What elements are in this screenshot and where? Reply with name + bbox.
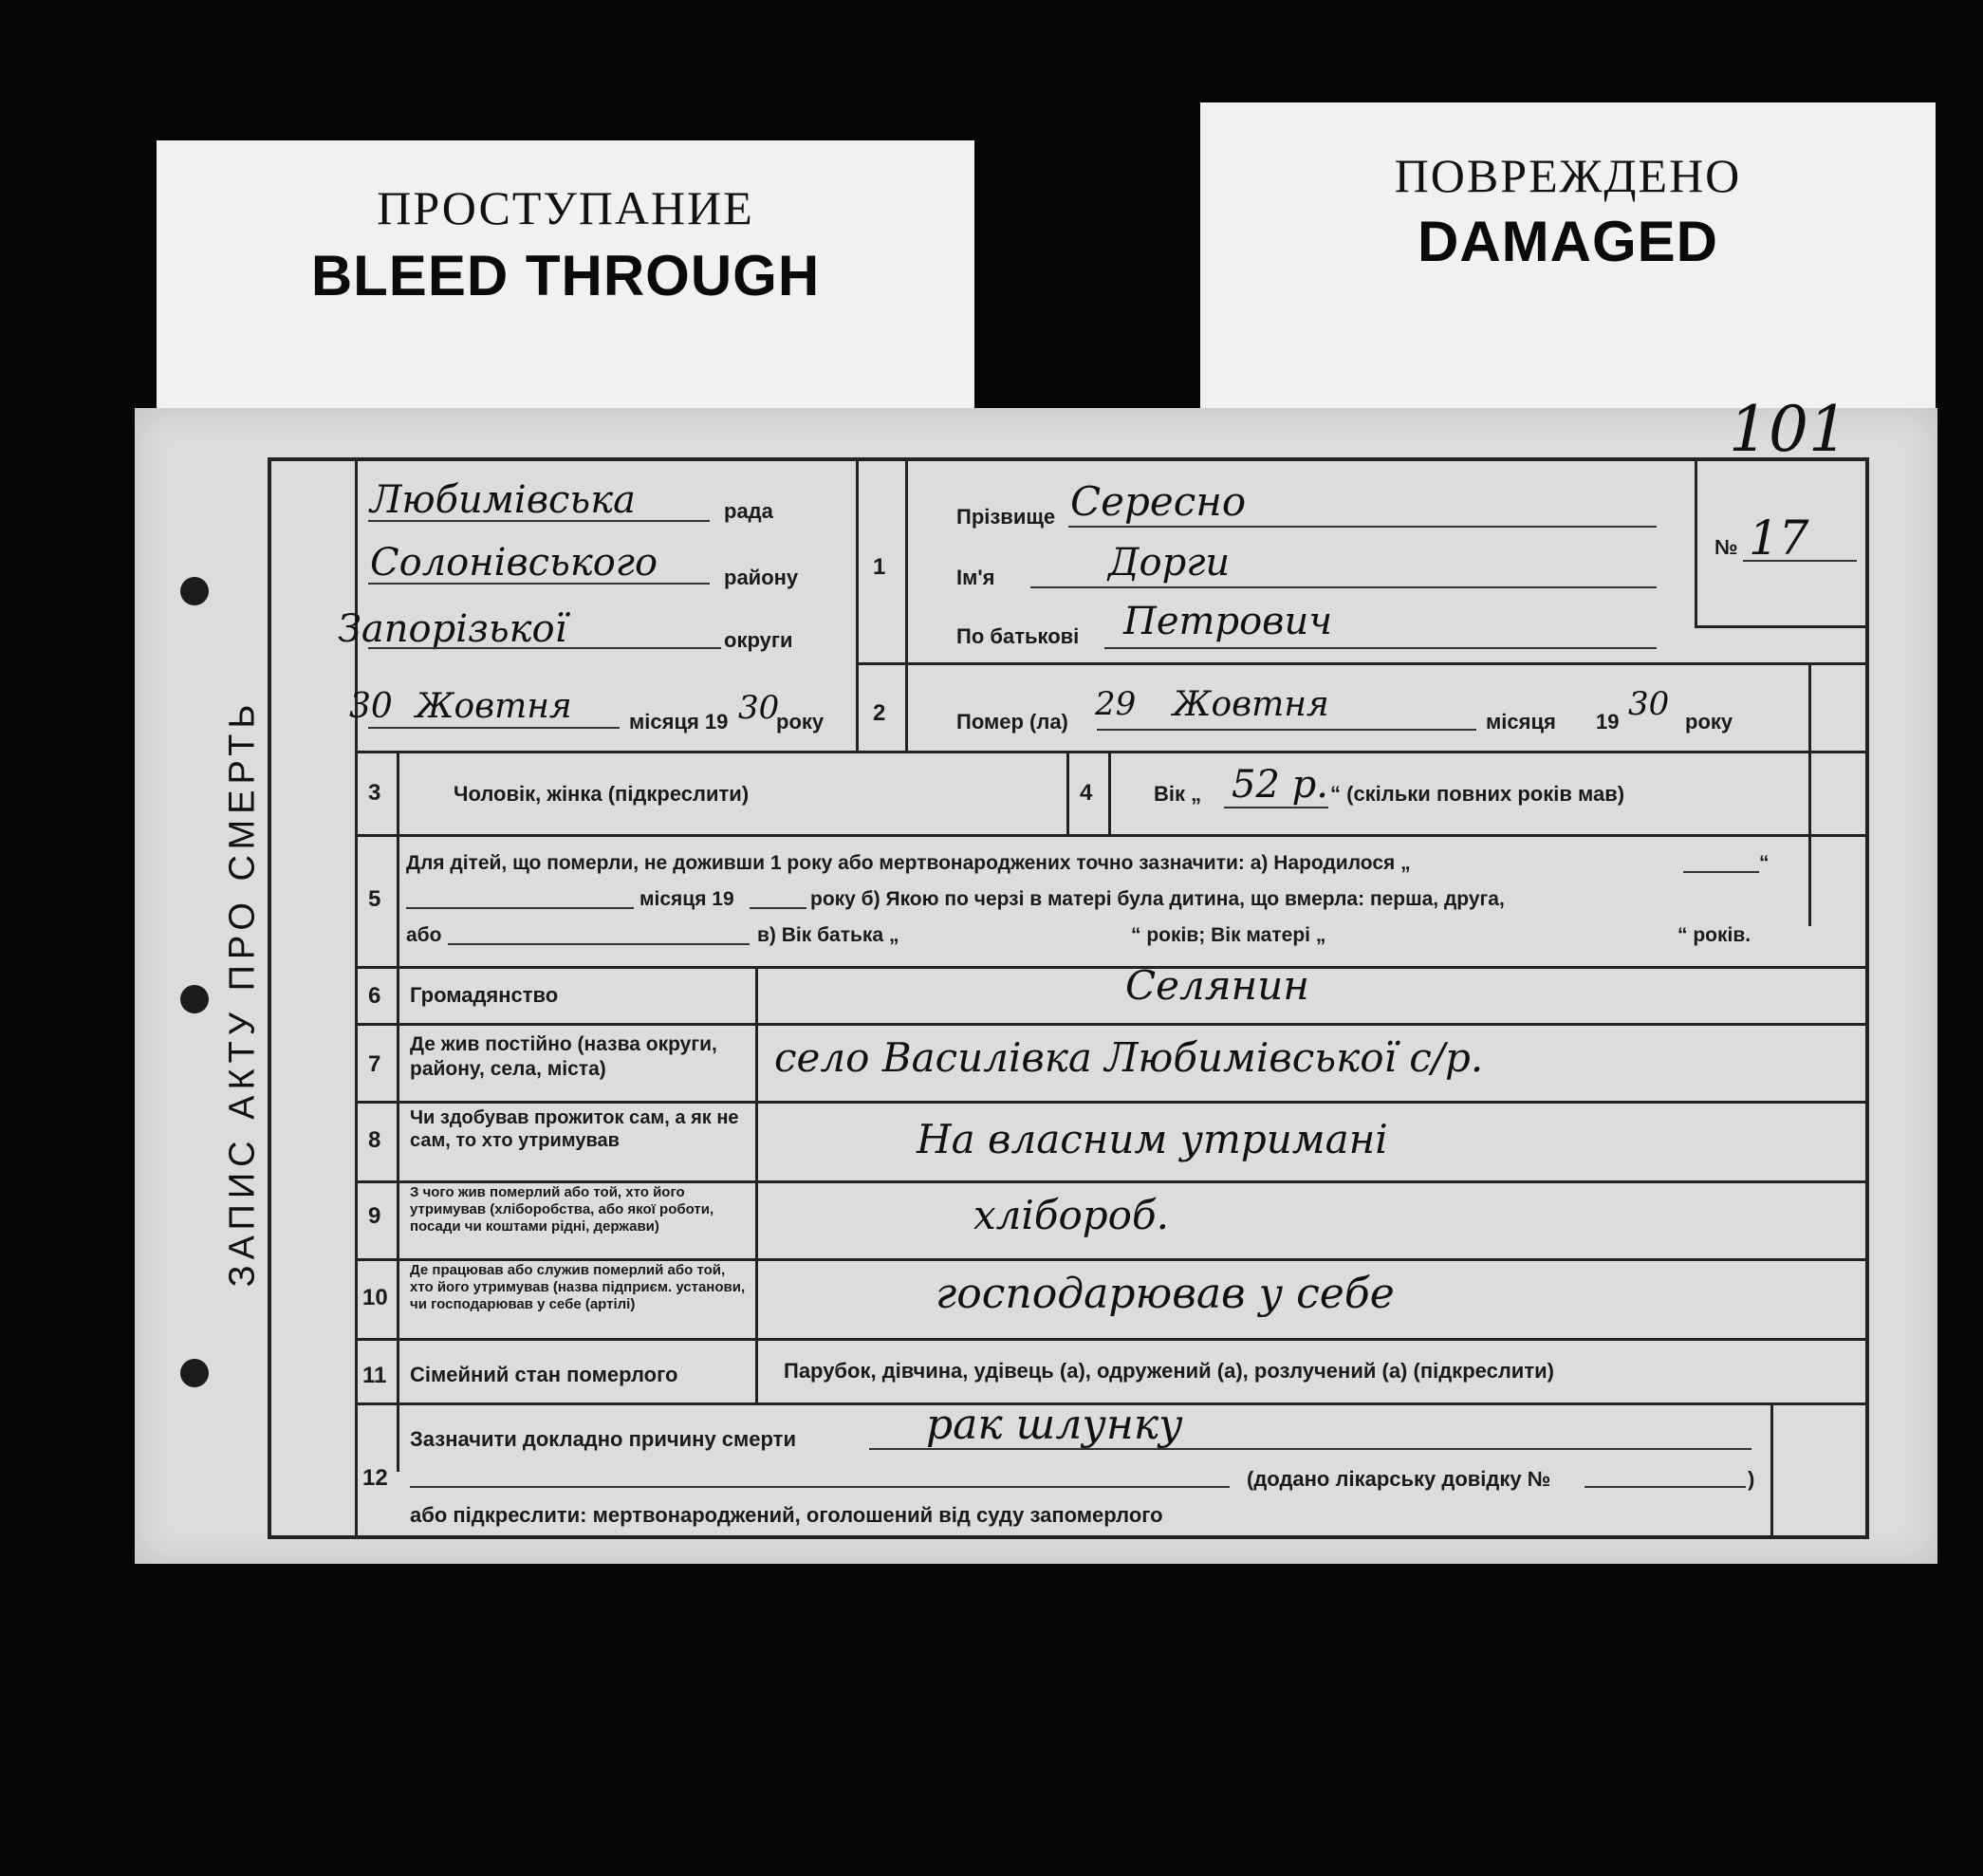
- name-label: Ім'я: [956, 566, 995, 589]
- record-date-month-label: місяця 19: [629, 710, 729, 734]
- surname-value: Сересно: [1070, 478, 1247, 525]
- surname-label: Прізвище: [956, 505, 1056, 529]
- died-month: Жовтня: [1173, 685, 1329, 724]
- age-value: 52 р.: [1232, 763, 1328, 807]
- damaged-label: [1200, 102, 1936, 408]
- okruha-label: округи: [724, 628, 793, 652]
- row-5-line-1-end: “: [1759, 852, 1770, 874]
- form-side-title: ЗАПИС АКТУ ПРО СМЕРТЬ: [222, 698, 263, 1287]
- header-block: [338, 461, 825, 751]
- row-5-line-3a: або: [406, 924, 442, 946]
- row-4-number: 4: [1080, 780, 1093, 806]
- citizenship-label: Громадянство: [410, 983, 559, 1007]
- corner-number: 101: [1729, 393, 1848, 466]
- died-year-prefix: 19: [1596, 710, 1620, 734]
- bleed-through-ru: ПРОСТУПАНИЕ: [377, 181, 754, 234]
- marital-status-label: Сімейний стан померлого: [410, 1363, 678, 1386]
- record-number-label: №: [1714, 535, 1738, 559]
- row-3-number: 3: [368, 780, 381, 806]
- row-12-number: 12: [362, 1465, 388, 1491]
- row-5-line-2b: року б) Якою по черзі в матері була дитина, що вмерла: перша, друга,: [810, 888, 1505, 910]
- bleed-through-en: BLEED THROUGH: [310, 244, 821, 307]
- row-11-number: 11: [362, 1363, 387, 1388]
- record-date-month: Жовтня: [416, 687, 572, 726]
- rada-value: Любимівська: [370, 478, 636, 522]
- row-5-line-3c: “ років; Вік матері „: [1131, 924, 1326, 946]
- workplace-value: господарював у себе: [936, 1270, 1395, 1318]
- raion-value: Солонівського: [370, 541, 658, 585]
- row-1-number: 1: [873, 554, 886, 580]
- form-frame: [222, 457, 1869, 1539]
- record-number-box: [1695, 461, 1865, 628]
- row-5-number: 5: [368, 886, 381, 912]
- row-2-number: 2: [873, 700, 886, 726]
- died-year-value: 30: [1628, 685, 1670, 723]
- cause-of-death-value: рак шлунку: [926, 1401, 1183, 1449]
- workplace-label: Де працював або служив померлий або той, хто його утримував (назва підприєм. установи, чи господарював у себе (артілі): [410, 1262, 746, 1312]
- residence-value: село Василівка Любимівської с/р.: [774, 1034, 1484, 1081]
- age-suffix: “ (скільки повних років мав): [1330, 782, 1625, 806]
- okruha-value: Запорізької: [338, 607, 567, 651]
- damaged-ru: ПОВРЕЖДЕНО: [1394, 149, 1742, 202]
- bleed-through-label: [157, 140, 974, 416]
- raion-label: району: [724, 566, 799, 589]
- row-3-text: Чоловік, жінка (підкреслити): [454, 782, 750, 806]
- row-9-number: 9: [368, 1203, 381, 1229]
- patronymic-value: Петрович: [1123, 600, 1333, 643]
- age-label: Вік „: [1154, 782, 1202, 806]
- row-5-line-3d: “ років.: [1677, 924, 1751, 946]
- livelihood-value: На власним утримані: [917, 1116, 1388, 1162]
- record-date-year: 30: [738, 689, 780, 727]
- died-day: 29: [1095, 685, 1137, 723]
- row-6-number: 6: [368, 983, 381, 1009]
- marital-status-options: Парубок, дівчина, удівець (а), одружений (а), розлучений (а) (підкреслити): [784, 1359, 1554, 1383]
- died-year-label: року: [1685, 710, 1733, 734]
- citizenship-value: Селянин: [1125, 962, 1309, 1009]
- row-5-line-1: Для дітей, що померли, не доживши 1 року або мертвонароджених точно зазначити: а) Народилося „: [406, 852, 1411, 874]
- died-label: Помер (ла): [956, 710, 1068, 734]
- patronymic-label: По батькові: [956, 624, 1080, 648]
- row-8-number: 8: [368, 1127, 381, 1153]
- name-value: Дорги: [1108, 541, 1231, 585]
- occupation-value: хлібороб.: [973, 1192, 1169, 1238]
- died-month-label: місяця: [1486, 710, 1556, 734]
- row-7-number: 7: [368, 1051, 381, 1077]
- residence-label: Де жив постійно (назва округи, району, села, міста): [410, 1033, 717, 1080]
- row-5-line-3b: в) Вік батька „: [757, 924, 899, 946]
- occupation-label: З чого жив померлий або той, хто його утримував (хліборобства, або якої роботи, посади чи коштами рідні, держави): [410, 1184, 714, 1235]
- damaged-en: DAMAGED: [1418, 210, 1718, 273]
- record-number-value: 17: [1749, 511, 1809, 566]
- death-record-form: [135, 393, 1937, 1564]
- livelihood-label: Чи здобував прожиток сам, а як не сам, то хто утримував: [410, 1107, 739, 1151]
- record-date-day: 30: [349, 687, 393, 726]
- medical-certificate-end: ): [1748, 1467, 1755, 1491]
- row-5-line-2a: місяця 19: [639, 888, 734, 910]
- cause-of-death-label: Зазначити докладно причину смерти: [410, 1427, 796, 1451]
- record-date-year-label: року: [776, 710, 825, 734]
- row-10-number: 10: [362, 1285, 388, 1310]
- rada-label: рада: [724, 499, 773, 523]
- stillborn-declared-text: або підкреслити: мертвонароджений, оголошений від суду запомерлого: [410, 1503, 1163, 1527]
- medical-certificate-label: (додано лікарську довідку №: [1247, 1467, 1551, 1491]
